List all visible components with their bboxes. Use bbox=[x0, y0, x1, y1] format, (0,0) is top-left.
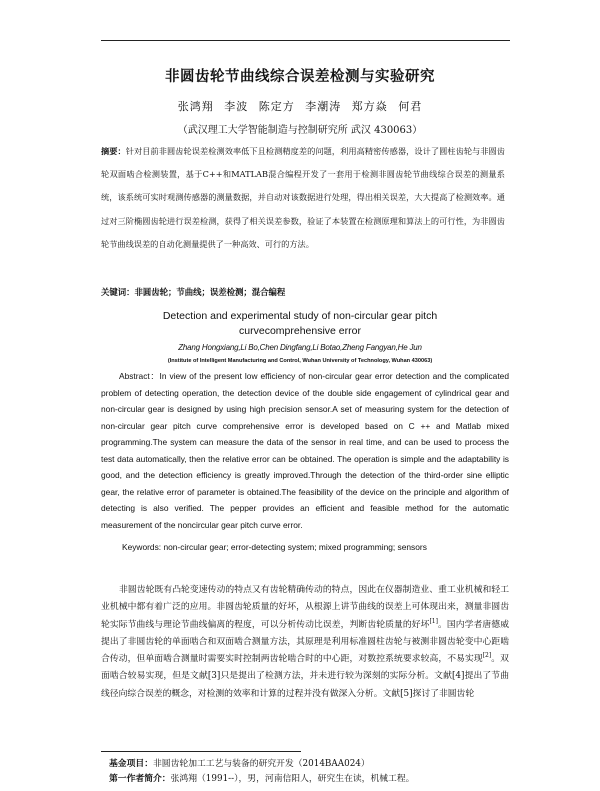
citation-ref-2: [2] bbox=[482, 652, 492, 660]
abstract-en bbox=[101, 368, 509, 533]
footnote-fund-label: 基金项目： bbox=[109, 759, 153, 769]
body-text-part2: 。国内学者唐德威提出了非圆齿轮的单面啮合和双面啮合测量方法，其原理是利用标准圆柱齿轮与被测非圆齿轮变中心距啮合传动，但单面啮合测量时需要实时控制两齿轮啮合时的中心距，对数控系统要求较高，不易实现 bbox=[101, 619, 509, 665]
body-text-part1: 非圆齿轮既有凸轮变速传动的特点又有齿轮精确传动的特点，因此在仪器制造业、重工业机械和轻工业机械中都有着广泛的应用。非圆齿轮质量的好坏，从根源上讲节曲线的误差上可体现出来，测量非圆齿轮实际节曲线与理论节曲线偏离的程度，可以分析传动比误差，判断齿轮质量的好坏 bbox=[101, 585, 509, 630]
footnote-fund-text: 非圆齿轮加工工艺与装备的研究开发（2014BAA024） bbox=[153, 759, 370, 769]
paper-title-en bbox=[0, 309, 600, 339]
abstract-cn bbox=[101, 140, 505, 256]
abstract-en-label: Abstract： bbox=[119, 371, 160, 381]
keywords-en-text: non-circular gear; error-detecting system; mixed programming; sensors bbox=[163, 542, 427, 552]
paper-title-en-line2: curvecomprehensive error bbox=[239, 325, 361, 337]
header-rule bbox=[101, 40, 510, 41]
keywords-en bbox=[122, 542, 512, 552]
keywords-cn-text: 非圆齿轮；节曲线；误差检测；混合编程 bbox=[134, 287, 286, 297]
authors-en: Zhang Hongxiang,Li Bo,Chen Dingfang,Li Botao,Zheng Fangyan,He Jun bbox=[178, 343, 422, 352]
abstract-cn-text: 针对目前非圆齿轮误差检测效率低下且检测精度差的问题，利用高精密传感器，设计了圆柱齿轮与非圆齿轮双面啮合检测装置，基于C++和MATLAB混合编程开发了一套用于检测非圆齿轮节曲线综合误差的测量系统，该系统可实时观测传感器的测量数据，并自动对该数据进行处理，得出相关误差，大大提高了检测效率。通过对三阶椭圆齿轮进行误差检测，获得了相关误差参数，验证了本装置在检测原理和算法上的可行性，为非圆齿轮节曲线误差的自动化测量提供了一种高效、可行的方法。 bbox=[101, 146, 505, 249]
affiliation-cn: （武汉理工大学智能制造与控制研究所 武汉 430063） bbox=[177, 125, 423, 136]
affiliation-en: (Institute of Intelligent Manufacturing and Control, Wuhan University of Technology, Wuhan 430063) bbox=[167, 358, 433, 364]
footnote-fund bbox=[109, 756, 509, 769]
footnote-author-label: 第一作者简介： bbox=[109, 774, 171, 784]
abstract-cn-label: 摘要： bbox=[101, 146, 126, 156]
authors-cn: 张鸿翔 李波 陈定方 李潮涛 郑方焱 何君 bbox=[177, 100, 423, 113]
citation-ref-1: [1] bbox=[429, 617, 438, 625]
abstract-en-text: In view of the present low efficiency of non-circular gear error detection and the complicated problem of detecting operation, the detection device of the double side engagement of cylindrical gear and non-circular gear is designed by using high precision sensor.A set of measuring system for the detection of non-circular gear pitch curve comprehensive error is developed based on C ++ and Matlab mixed programming.The system can measure the data of the sensor in real time, and can be used to process the test data automatically, then the relative error can be obtained. The operation is simple and the adaptability is good, and the detection efficiency is greatly improved.Through the detection of the third-order sine elliptic gear, the relative error of parameter is obtained.The feasibility of the device on the principle and algorithm of detecting is also verified. The pepper provides an efficient and feasible method for the automatic measurement of the noncircular gear pitch curve error. bbox=[101, 371, 509, 530]
paper-title-en-line1: Detection and experimental study of non-circular gear pitch bbox=[162, 310, 438, 322]
keywords-en-label: Keywords: bbox=[122, 542, 162, 552]
keywords-cn-label: 关键词： bbox=[101, 287, 135, 297]
body-paragraph bbox=[101, 582, 509, 703]
footnote-author-text: 张鸿翔（1991--），男，河南信阳人，研究生在读，机械工程。 bbox=[170, 774, 415, 784]
body-text-part3: 。双面啮合较易实现，但是文献[3]只是提出了检测方法，并未进行较为深刻的实际分析。文献[4]提出了节曲线径向综合误差的概念，对检测的效率和计算的过程并没有做深入分析。文献[5]探讨了非圆齿轮 bbox=[101, 654, 509, 699]
keywords-cn bbox=[101, 286, 511, 298]
paper-title-cn: 非圆齿轮节曲线综合误差检测与实验研究 bbox=[165, 69, 435, 85]
footnote-author bbox=[109, 771, 509, 784]
footnote-rule bbox=[101, 751, 301, 752]
